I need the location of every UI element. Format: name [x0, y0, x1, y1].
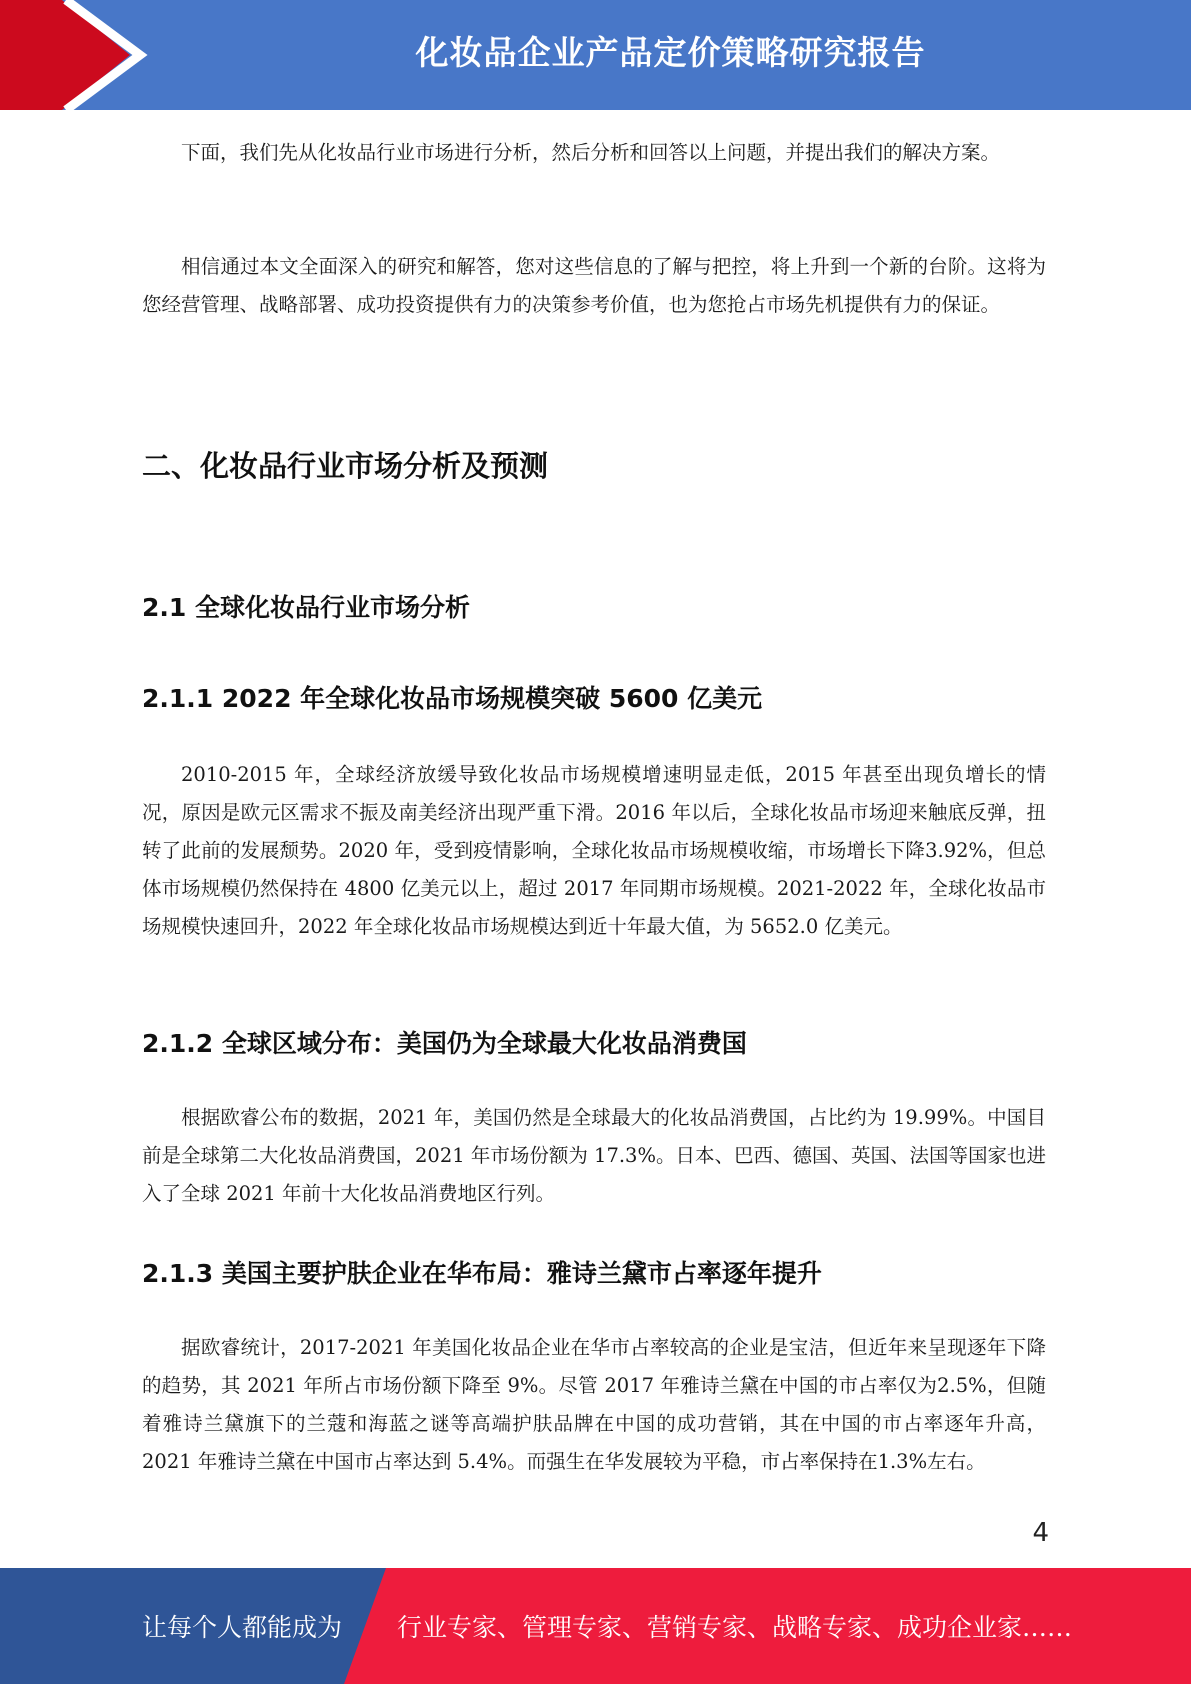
subsection-heading-2-1-2: 2.1.2 全球区域分布：美国仍为全球最大化妆品消费国: [142, 1029, 747, 1058]
footer-slogan-left: 让每个人都能成为: [142, 1613, 343, 1642]
subsection-heading-2-1-1: 2.1.1 2022 年全球化妆品市场规模突破 5600 亿美元: [142, 684, 763, 713]
intro-paragraph-1: 下面，我们先从化妆品行业市场进行分析，然后分析和回答以上问题，并提出我们的解决方案。: [181, 141, 1001, 164]
subsection-heading-2-1-3: 2.1.3 美国主要护肤企业在华布局：雅诗兰黛市占率逐年提升: [142, 1259, 822, 1288]
footer-slogan-right: 行业专家、管理专家、营销专家、战略专家、成功企业家……: [397, 1613, 1073, 1642]
page-number: 4: [1032, 1518, 1049, 1548]
regional-distribution-paragraph: 根据欧睿公布的数据，2021 年，美国仍然是全球最大的化妆品消费国，占比约为 19.99%。中国目前是全球第二大化妆品消费国，2021 年市场份额为 17.3%。日本、巴西、德国、英国、法国等国家也进入了全球 2021 年前十大化妆品消费地区行列。: [142, 1106, 1046, 1205]
market-size-paragraph: 2010-2015 年，全球经济放缓导致化妆品市场规模增速明显走低，2015 年甚至出现负增长的情况，原因是欧元区需求不振及南美经济出现严重下滑。2016 年以后，全球化妆品市场迎来触底反弹，扭转了此前的发展颓势。2020 年，受到疫情影响，全球化妆品市场规模收缩，市场增长下降3.92%，但总体市场规模仍然保持在 4800 亿美元以上，超过 2017 年同期市场规模。2021-2022 年，全球化妆品市场规模快速回升，2022 年全球化妆品市场规模达到近十年最大值，为 5652.0 亿美元。: [142, 763, 1046, 938]
page-header: [0, 0, 1191, 110]
subsection-heading-2-1: 2.1 全球化妆品行业市场分析: [142, 593, 470, 622]
intro-paragraph-2: 相信通过本文全面深入的研究和解答，您对这些信息的了解与把控，将上升到一个新的台阶。这将为您经营管理、战略部署、成功投资提供有力的决策参考价值，也为您抢占市场先机提供有力的保证。: [142, 255, 1046, 316]
report-title: 化妆品企业产品定价策略研究报告: [415, 33, 926, 72]
china-layout-paragraph: 据欧睿统计，2017-2021 年美国化妆品企业在华市占率较高的企业是宝洁，但近年来呈现逐年下降的趋势，其 2021 年所占市场份额下降至 9%。尽管 2017 年雅诗兰黛在中国的市占率仅为2.5%，但随着雅诗兰黛旗下的兰蔻和海蓝之谜等高端护肤品牌在中国的成功营销，其在中国的市占率逐年升高，2021 年雅诗兰黛在中国市占率达到 5.4%。而强生在华发展较为平稳，市占率保持在1.3%左右。: [142, 1336, 1046, 1473]
section-heading: 二、化妆品行业市场分析及预测: [142, 449, 549, 483]
page-footer: [0, 1568, 1191, 1684]
